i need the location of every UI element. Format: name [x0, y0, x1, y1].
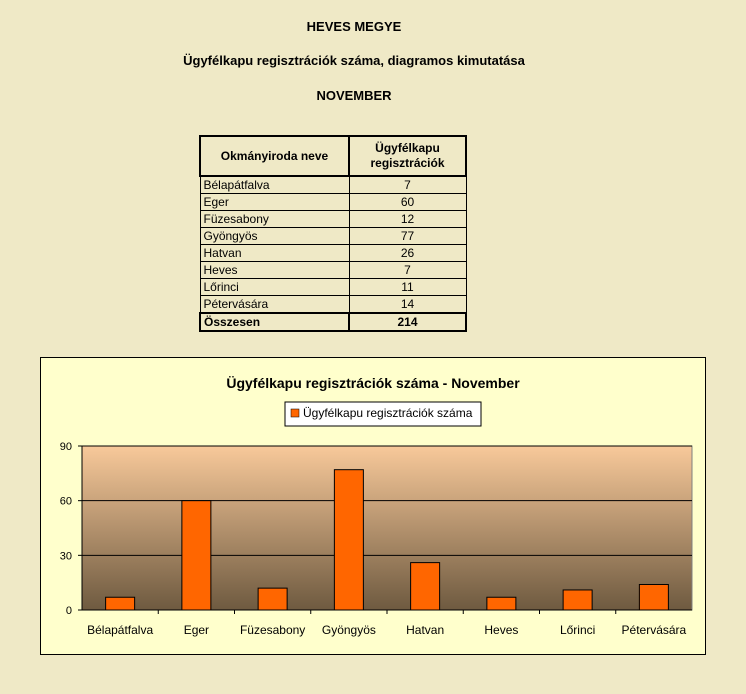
office-value: 12 — [349, 211, 466, 228]
legend-swatch — [291, 409, 299, 417]
office-name: Lőrinci — [200, 279, 349, 296]
y-tick-label: 0 — [65, 605, 72, 617]
month-label: NOVEMBER — [316, 88, 392, 103]
office-name: Gyöngyös — [200, 228, 349, 245]
bar — [106, 597, 135, 610]
office-value: 11 — [349, 279, 466, 296]
y-tick-label: 30 — [59, 550, 72, 563]
office-value: 7 — [349, 262, 466, 279]
total-label: Összesen — [200, 313, 349, 331]
x-tick-label: Eger — [183, 623, 210, 637]
x-tick-label: Heves — [484, 623, 519, 637]
y-tick-label: 60 — [59, 495, 72, 508]
bar — [563, 590, 592, 610]
bar — [487, 597, 516, 610]
page-subtitle: Ügyfélkapu regisztrációk száma, diagramos kimutatása — [183, 53, 525, 68]
table-row — [200, 176, 466, 194]
table-total-row — [200, 313, 466, 331]
table-row — [200, 279, 466, 296]
bar — [258, 588, 287, 610]
total-value: 214 — [349, 313, 466, 331]
x-tick-label: Gyöngyös — [321, 623, 376, 637]
table-row — [200, 245, 466, 262]
office-value: 26 — [349, 245, 466, 262]
office-value: 7 — [349, 176, 466, 194]
bar — [411, 563, 440, 610]
x-tick-label: Bélapátfalva — [87, 623, 154, 637]
bar — [639, 584, 668, 610]
office-name: Eger — [200, 194, 349, 211]
table-row — [200, 296, 466, 314]
office-value: 14 — [349, 296, 466, 314]
office-name: Bélapátfalva — [200, 176, 349, 194]
page-title: HEVES MEGYE — [306, 19, 402, 34]
column-header-office: Okmányiroda neve — [200, 136, 349, 176]
x-tick-label: Hatvan — [406, 623, 445, 637]
office-value: 60 — [349, 194, 466, 211]
registrations-table — [199, 135, 467, 332]
office-name: Pétervására — [200, 296, 349, 314]
x-tick-label: Pétervására — [621, 623, 687, 637]
legend-label: Ügyfélkapu regisztrációk száma — [303, 406, 473, 420]
column-header-registrations — [349, 136, 466, 176]
table-header-row — [200, 136, 466, 176]
table-row — [200, 194, 466, 211]
chart-container — [40, 357, 706, 655]
plot-area — [82, 446, 692, 610]
bar-chart — [41, 358, 705, 654]
chart-title: Ügyfélkapu regisztrációk száma - November — [226, 375, 520, 391]
table-row — [200, 228, 466, 245]
column-header-line2: regisztrációk — [370, 156, 445, 170]
x-tick-label: Lőrinci — [559, 623, 596, 637]
column-header-line1: Ügyfélkapu — [375, 141, 440, 155]
x-tick-label: Füzesabony — [239, 623, 306, 637]
office-name: Heves — [200, 262, 349, 279]
table-row — [200, 262, 466, 279]
y-tick-label: 90 — [59, 441, 72, 453]
office-name: Hatvan — [200, 245, 349, 262]
chart-legend — [285, 402, 481, 426]
office-name: Füzesabony — [200, 211, 349, 228]
bar — [182, 501, 211, 610]
table-row — [200, 211, 466, 228]
bar — [334, 470, 363, 610]
office-value: 77 — [349, 228, 466, 245]
